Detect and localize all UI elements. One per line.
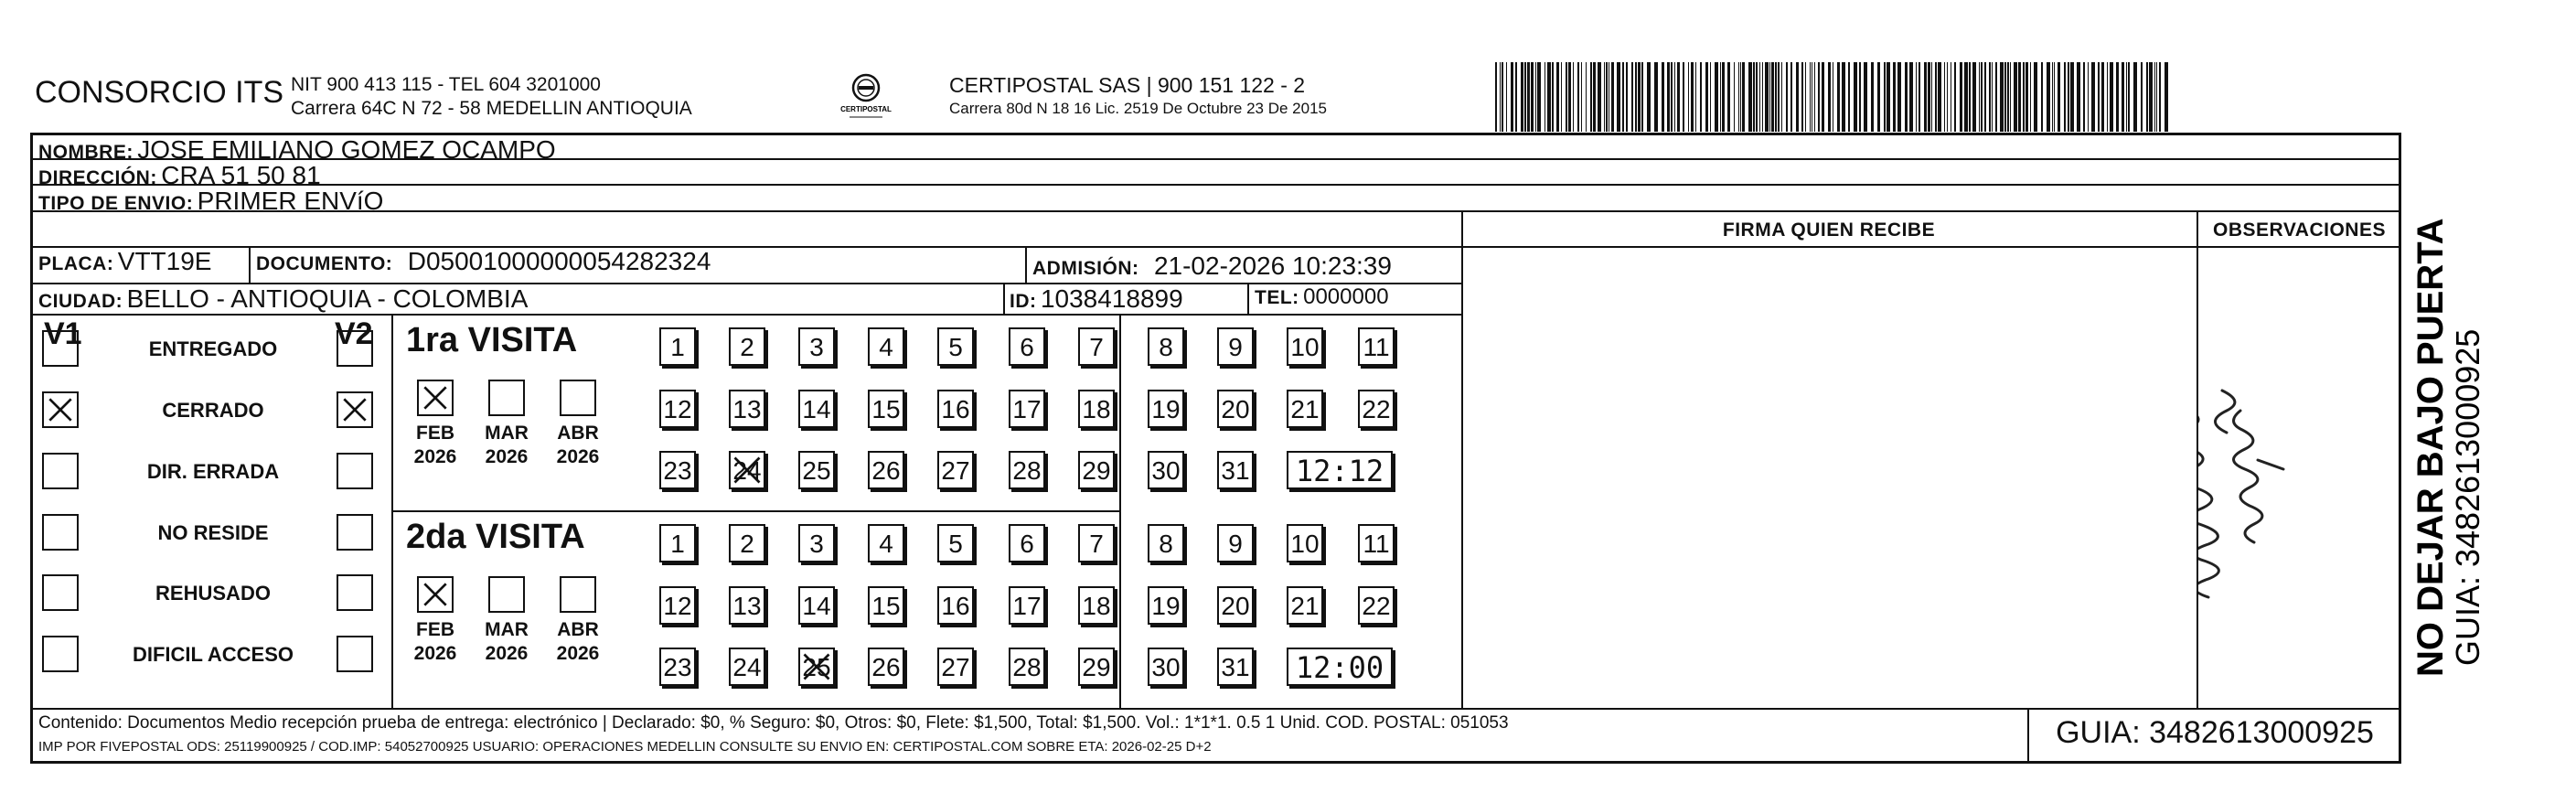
day-box[interactable]: 8 xyxy=(1148,327,1184,366)
day-box[interactable]: 3 xyxy=(798,524,835,562)
side-warning: NO DEJAR BAJO PUERTA xyxy=(2410,218,2451,677)
day-box[interactable]: 11 xyxy=(1358,327,1395,366)
placa-row xyxy=(38,247,211,276)
v1-checkbox[interactable] xyxy=(42,453,79,489)
footer-guia: GUIA: 3482613000925 xyxy=(2056,715,2374,750)
signature-area[interactable] xyxy=(1463,249,2195,706)
day-box[interactable]: 13 xyxy=(729,390,765,428)
visit-title: 1ra VISITA xyxy=(406,321,578,359)
day-box[interactable]: 20 xyxy=(1217,586,1254,625)
month-year: 2026 xyxy=(413,446,457,467)
day-box[interactable]: 16 xyxy=(937,586,974,625)
day-box[interactable]: 10 xyxy=(1287,327,1323,366)
footer-line1: Contenido: Documentos Medio recepción prueba de entrega: electrónico | Declarado: $0, % Seguro: $0, Otros: $0, Flete: $1,500, Total: $1,500. Vol.: 1*1*1. 0.5 1 Unid. COD. POSTAL: 051053 xyxy=(38,713,1509,733)
month-name: MAR xyxy=(485,423,529,444)
firma-header: FIRMA QUIEN RECIBE xyxy=(1722,219,1936,241)
month-name: MAR xyxy=(485,619,529,640)
direccion-label: DIRECCIÓN: xyxy=(38,167,157,188)
day-box[interactable]: 29 xyxy=(1078,451,1115,489)
day-box[interactable]: 21 xyxy=(1287,586,1323,625)
month-checkbox[interactable] xyxy=(488,380,525,416)
v1-checkbox[interactable] xyxy=(42,330,79,367)
status-label: REHUSADO xyxy=(155,582,271,605)
ciudad-row xyxy=(38,284,528,314)
day-box[interactable]: 30 xyxy=(1148,648,1184,686)
month-year: 2026 xyxy=(485,643,529,664)
nombre-label: NOMBRE: xyxy=(38,142,134,163)
admision-value: 21-02-2026 10:23:39 xyxy=(1153,252,1392,280)
day-box[interactable]: 18 xyxy=(1078,390,1115,428)
day-box[interactable]: 24 xyxy=(729,451,765,489)
day-box[interactable]: 1 xyxy=(659,524,696,562)
tipo-row xyxy=(38,187,383,216)
v2-label: V2 xyxy=(335,316,373,351)
certipostal-logo xyxy=(837,71,895,123)
documento-row xyxy=(256,247,711,276)
documento-value: D05001000000054282324 xyxy=(407,247,711,275)
month-year: 2026 xyxy=(556,446,600,467)
company-info xyxy=(291,73,692,121)
day-box[interactable]: 25 xyxy=(798,451,835,489)
day-box[interactable]: 4 xyxy=(868,327,904,366)
day-box[interactable]: 18 xyxy=(1078,586,1115,625)
month-year: 2026 xyxy=(413,643,457,664)
v1-label: V1 xyxy=(44,316,82,351)
month-name: FEB xyxy=(416,619,454,640)
month-label xyxy=(550,618,605,666)
nombre-value: JOSE EMILIANO GOMEZ OCAMPO xyxy=(137,135,556,164)
day-box[interactable]: 22 xyxy=(1358,390,1395,428)
carrier-info xyxy=(949,73,1327,121)
placa-label: PLACA: xyxy=(38,253,114,274)
month-checkbox[interactable] xyxy=(417,380,454,416)
day-box[interactable]: 20 xyxy=(1217,390,1254,428)
tipo-label: TIPO DE ENVIO: xyxy=(38,193,194,214)
id-value: 1038418899 xyxy=(1040,284,1183,313)
v1-checkbox[interactable] xyxy=(42,391,79,428)
month-year: 2026 xyxy=(556,643,600,664)
status-label: ENTREGADO xyxy=(148,337,278,360)
day-box[interactable]: 7 xyxy=(1078,524,1115,562)
day-box[interactable]: 2 xyxy=(729,327,765,366)
day-box[interactable]: 23 xyxy=(659,648,696,686)
day-box[interactable]: 11 xyxy=(1358,524,1395,562)
documento-label: DOCUMENTO: xyxy=(256,253,393,274)
month-label xyxy=(408,422,463,469)
day-box[interactable]: 29 xyxy=(1078,648,1115,686)
month-name: FEB xyxy=(416,423,454,444)
ciudad-value: BELLO - ANTIOQUIA - COLOMBIA xyxy=(126,284,529,313)
day-box[interactable]: 1 xyxy=(659,327,696,366)
tel-row xyxy=(1255,284,1389,310)
day-box[interactable]: 13 xyxy=(729,586,765,625)
observaciones-area[interactable] xyxy=(2198,249,2401,706)
day-box[interactable]: 10 xyxy=(1287,524,1323,562)
direccion-value: CRA 51 50 81 xyxy=(161,161,321,189)
day-box[interactable]: 31 xyxy=(1217,451,1254,489)
month-checkbox[interactable] xyxy=(560,576,596,613)
month-label xyxy=(479,618,534,666)
day-box[interactable]: 2 xyxy=(729,524,765,562)
day-box[interactable]: 26 xyxy=(868,451,904,489)
day-box[interactable]: 12 xyxy=(659,390,696,428)
month-checkbox[interactable] xyxy=(417,576,454,613)
day-box[interactable]: 22 xyxy=(1358,586,1395,625)
company-name: CONSORCIO ITS xyxy=(35,75,284,110)
day-box[interactable]: 21 xyxy=(1287,390,1323,428)
day-box[interactable]: 6 xyxy=(1009,327,1045,366)
v2-checkbox[interactable] xyxy=(337,453,373,489)
month-label xyxy=(550,422,605,469)
admision-label: ADMISIÓN: xyxy=(1032,258,1139,279)
day-box[interactable]: 5 xyxy=(937,524,974,562)
day-box[interactable]: 31 xyxy=(1217,648,1254,686)
carrier-name: CERTIPOSTAL SAS | 900 151 122 - 2 xyxy=(949,73,1306,97)
side-guia: GUIA: 3482613000925 xyxy=(2449,328,2486,666)
side-panel xyxy=(2410,146,2520,677)
month-label xyxy=(479,422,534,469)
day-box[interactable]: 9 xyxy=(1217,524,1254,562)
v2-checkbox[interactable] xyxy=(337,330,373,367)
day-box[interactable]: 24 xyxy=(729,648,765,686)
footer-line2: IMP POR FIVEPOSTAL ODS: 25119900925 / COD.IMP: 54052700925 USUARIO: OPERACIONES MEDELLIN CONSULTE SU ENVIO EN: CERTIPOSTAL.COM SOBRE ETA: 2026-02-25 D+2 xyxy=(38,739,1212,755)
day-box[interactable]: 14 xyxy=(798,390,835,428)
day-box[interactable]: 26 xyxy=(868,648,904,686)
v2-checkbox[interactable] xyxy=(337,514,373,551)
month-checkbox[interactable] xyxy=(560,380,596,416)
day-box[interactable]: 6 xyxy=(1009,524,1045,562)
day-box[interactable]: 16 xyxy=(937,390,974,428)
day-box[interactable]: 14 xyxy=(798,586,835,625)
logo-wordmark: CERTIPOSTAL xyxy=(840,105,892,113)
day-box[interactable]: 17 xyxy=(1009,390,1045,428)
carrier-address: Carrera 80d N 18 16 Lic. 2519 De Octubre 23 De 2015 xyxy=(949,100,1327,117)
v1-checkbox[interactable] xyxy=(42,636,79,672)
time-box[interactable]: 12:12 xyxy=(1287,451,1393,489)
day-box[interactable]: 7 xyxy=(1078,327,1115,366)
day-box[interactable]: 28 xyxy=(1009,648,1045,686)
status-label: DIFICIL ACCESO xyxy=(132,643,294,666)
placa-value: VTT19E xyxy=(117,247,212,275)
id-label: ID: xyxy=(1010,291,1037,312)
status-label: DIR. ERRADA xyxy=(146,460,280,483)
delivery-form xyxy=(30,133,2401,764)
day-box[interactable]: 15 xyxy=(868,586,904,625)
day-box[interactable]: 9 xyxy=(1217,327,1254,366)
observaciones-handwriting xyxy=(2198,249,2401,706)
day-box[interactable]: 19 xyxy=(1148,586,1184,625)
v2-checkbox[interactable] xyxy=(337,636,373,672)
time-box[interactable]: 12:00 xyxy=(1287,648,1393,686)
status-label: CERRADO xyxy=(162,399,264,422)
admision-row xyxy=(1032,252,1392,281)
day-box[interactable]: 3 xyxy=(798,327,835,366)
tel-value: 0000000 xyxy=(1303,284,1389,309)
status-label: NO RESIDE xyxy=(157,521,269,544)
day-box[interactable]: 19 xyxy=(1148,390,1184,428)
day-box[interactable]: 30 xyxy=(1148,451,1184,489)
month-name: ABR xyxy=(557,423,599,444)
company-nit: NIT 900 413 115 - TEL 604 3201000 xyxy=(291,74,601,95)
day-box[interactable]: 4 xyxy=(868,524,904,562)
v2-checkbox[interactable] xyxy=(337,574,373,611)
month-name: ABR xyxy=(557,619,599,640)
observaciones-header: OBSERVACIONES xyxy=(2213,219,2386,241)
day-box[interactable]: 15 xyxy=(868,390,904,428)
tipo-value: PRIMER ENVíO xyxy=(197,187,384,215)
day-box[interactable]: 12 xyxy=(659,586,696,625)
v1-checkbox[interactable] xyxy=(42,514,79,551)
visit-title: 2da VISITA xyxy=(406,518,585,556)
day-box[interactable]: 25 xyxy=(798,648,835,686)
ciudad-label: CIUDAD: xyxy=(38,291,123,312)
day-box[interactable]: 27 xyxy=(937,451,974,489)
month-checkbox[interactable] xyxy=(488,576,525,613)
day-box[interactable]: 17 xyxy=(1009,586,1045,625)
barcode xyxy=(1495,62,2172,132)
month-label xyxy=(408,618,463,666)
day-box[interactable]: 8 xyxy=(1148,524,1184,562)
id-row xyxy=(1010,284,1183,314)
day-box[interactable]: 23 xyxy=(659,451,696,489)
v2-checkbox[interactable] xyxy=(337,391,373,428)
day-box[interactable]: 27 xyxy=(937,648,974,686)
company-address: Carrera 64C N 72 - 58 MEDELLIN ANTIOQUIA xyxy=(291,98,692,119)
tel-label: TEL: xyxy=(1255,287,1299,308)
month-year: 2026 xyxy=(485,446,529,467)
day-box[interactable]: 5 xyxy=(937,327,974,366)
day-box[interactable]: 28 xyxy=(1009,451,1045,489)
v1-checkbox[interactable] xyxy=(42,574,79,611)
